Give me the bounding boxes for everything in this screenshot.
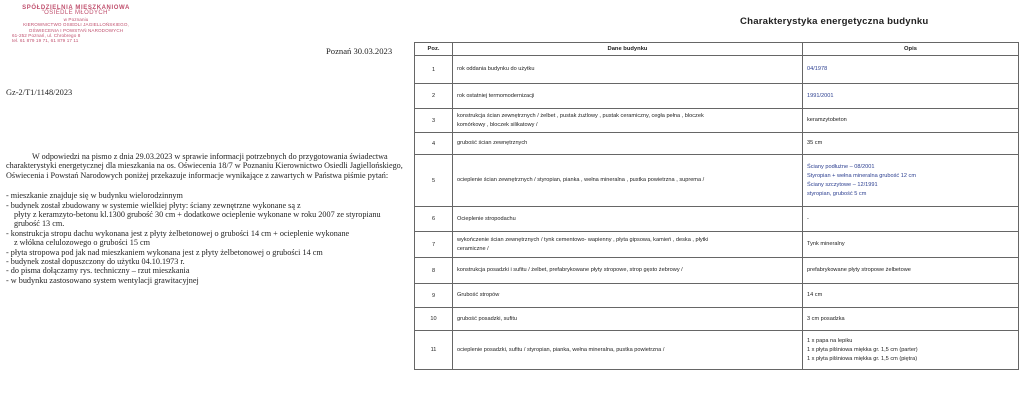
cell-position: 4 bbox=[415, 133, 453, 155]
cell-building-data bbox=[453, 109, 803, 133]
cell-description bbox=[803, 109, 1019, 133]
cell-building-data bbox=[453, 232, 803, 258]
cell-line: konstrukcja posadzki i sufitu / żelbet, prefabrykowane płyty stropowe, strop gęsto żebrowy / bbox=[457, 267, 683, 273]
letter-list-item bbox=[6, 248, 404, 257]
cell-building-data bbox=[453, 84, 803, 109]
table-row bbox=[415, 207, 1019, 232]
cell-line: - bbox=[807, 215, 809, 222]
table-row bbox=[415, 232, 1019, 258]
letter-body bbox=[6, 152, 404, 285]
letter-list-item bbox=[6, 229, 404, 248]
cell-line: rok oddania budynku do użytku bbox=[457, 66, 535, 72]
cell-description bbox=[803, 84, 1019, 109]
stamp-line: "OSIEDLE MŁODYCH" bbox=[41, 10, 111, 17]
letter-item-text: - płyta stropowa pod jak nad mieszkaniem wykonana jest z płyty żelbetonowej o grubości 14 cm bbox=[6, 247, 323, 257]
letter-item-text: - do pisma dołączamy rys. techniczny – rzut mieszkania bbox=[6, 266, 190, 276]
stamp-line: SPÓŁDZIELNIA MIESZKANIOWA bbox=[22, 5, 130, 11]
cell-line: Ściany szczytowe – 12/1991 bbox=[807, 181, 878, 188]
letter-item-text: - mieszkanie znajduje się w budynku wielorodzinnym bbox=[6, 191, 183, 201]
cell-position: 11 bbox=[415, 331, 453, 370]
letter-item-continuation: z włókna celulozowego o grubości 15 cm bbox=[14, 238, 150, 248]
cell-line: keramzytobeton bbox=[807, 117, 847, 123]
cell-line: 14 cm bbox=[807, 292, 823, 298]
cooperative-stamp bbox=[6, 6, 146, 44]
stamp-line: w Poznaniu bbox=[63, 16, 89, 22]
table-row bbox=[415, 331, 1019, 370]
table-header-row bbox=[415, 43, 1019, 56]
table-row bbox=[415, 84, 1019, 109]
cell-line: Grubość stropów bbox=[457, 292, 500, 298]
table-row bbox=[415, 109, 1019, 133]
cell-line: grubość ścian zewnętrznych bbox=[457, 140, 528, 146]
cell-line: 3 cm posadzka bbox=[807, 315, 845, 322]
stamp-line: KIEROWNICTWO OSIEDLI JAGIELLOŃSKIEGO, bbox=[23, 22, 129, 28]
cell-line: grubość posadzki, sufitu bbox=[457, 315, 518, 322]
cell-line: Tynk mineralny bbox=[807, 241, 845, 247]
energy-characteristics-table bbox=[414, 42, 1019, 370]
cell-position: 6 bbox=[415, 207, 453, 232]
cell-line: Ściany podłużne – 08/2001 bbox=[807, 163, 875, 170]
cell-line: styropian, grubość 5 cm bbox=[807, 190, 867, 197]
table-row bbox=[415, 56, 1019, 84]
cell-description bbox=[803, 258, 1019, 284]
cell-line: 1 x płyta pilśniowa miękka gr. 1,5 cm (parter) bbox=[807, 346, 918, 353]
letter-list-item bbox=[6, 276, 404, 285]
cell-description bbox=[803, 56, 1019, 84]
letter-item-text: - budynek został dopuszczony do użytku 04.10.1973 r. bbox=[6, 257, 185, 267]
cell-line: ocieplenie posadzki, sufitu / styropian, pianka, wełna mineralna, pustka powietrzna / bbox=[457, 346, 665, 353]
cell-line: ceramiczne / bbox=[457, 245, 489, 252]
cell-building-data bbox=[453, 207, 803, 232]
letter-intro: W odpowiedzi na pismo z dnia 29.03.2023 w sprawie informacji potrzebnych do przygotowania świadectwa charakterystyki energetycznej dla mieszkania na os. Oświecenia 18/7 w Poznaniu Kierownictwo Osiedli Jagiellońskiego, Oświecenia i Powstań Narodowych poniżej przekazuje informacje wynikające z zawartych w Państwa piśmie pytań: bbox=[6, 152, 403, 180]
cell-building-data bbox=[453, 133, 803, 155]
cell-description bbox=[803, 155, 1019, 207]
reference-number: Gz-2/T1/1148/2023 bbox=[6, 88, 73, 97]
cell-building-data bbox=[453, 308, 803, 331]
cell-description bbox=[803, 284, 1019, 308]
letter-date: Poznań 30.03.2023 bbox=[326, 46, 393, 56]
cell-line: Ocieplenie stropodachu bbox=[457, 215, 516, 222]
header-poz: Poz. bbox=[415, 43, 453, 56]
stamp-line: 61-252 Poznań, ul. Chrobrego 8 bbox=[12, 33, 81, 39]
cell-line: konstrukcja ścian zewnętrznych / żelbet , pustak żużlowy , pustak ceramiczny, cegła pełna , bloczek bbox=[457, 112, 704, 119]
cell-position: 3 bbox=[415, 109, 453, 133]
cell-description bbox=[803, 331, 1019, 370]
cell-line: 04/1978 bbox=[807, 66, 828, 72]
cell-position: 7 bbox=[415, 232, 453, 258]
cell-building-data bbox=[453, 284, 803, 308]
table-row bbox=[415, 308, 1019, 331]
cell-description bbox=[803, 308, 1019, 331]
cell-description bbox=[803, 232, 1019, 258]
table-title: Charakterystyka energetyczna budynku bbox=[740, 16, 929, 27]
cell-line: rok ostatniej termomodernizacji bbox=[457, 92, 535, 99]
cell-building-data bbox=[453, 56, 803, 84]
cell-position: 2 bbox=[415, 84, 453, 109]
cell-line: 35 cm bbox=[807, 140, 823, 146]
cell-position: 5 bbox=[415, 155, 453, 207]
cell-line: prefabrykowane płyty stropowe żelbetowe bbox=[807, 267, 911, 273]
letter-item-text: - w budynku zastosowano system wentylacji grawitacyjnej bbox=[6, 275, 199, 285]
cell-line: Styropian + wełna mineralna grubość 12 cm bbox=[807, 172, 916, 179]
cell-description bbox=[803, 207, 1019, 232]
header-opis: Opis bbox=[803, 43, 1019, 56]
letter-list-item bbox=[6, 257, 404, 266]
cell-line: komórkowy , bloczek silikatowy / bbox=[457, 121, 538, 128]
cell-line: 1 x płyta pilśniowa miękka gr. 1,5 cm (piętra) bbox=[807, 355, 918, 362]
cell-building-data bbox=[453, 258, 803, 284]
cell-description bbox=[803, 133, 1019, 155]
cell-line: ocieplenie ścian zewnętrznych / styropian, pianka , wełna mineralna , pustka powietrzna , suprema / bbox=[457, 177, 705, 183]
cell-position: 1 bbox=[415, 56, 453, 84]
cell-position: 10 bbox=[415, 308, 453, 331]
letter-list-item bbox=[6, 191, 404, 200]
cell-position: 9 bbox=[415, 284, 453, 308]
cell-line: wykończenie ścian zewnętrznych / tynk cementowo- wapienny , płyta gipsowa, kamień , deska , płytki bbox=[457, 236, 709, 243]
cell-line: 1 x papa na lepiku bbox=[807, 337, 853, 344]
table-row bbox=[415, 133, 1019, 155]
letter-item-text: - konstrukcja stropu dachu wykonana jest z płyty żelbetonowej o grubości 14 cm + ocieplenie wykonane bbox=[6, 228, 350, 238]
cell-position: 8 bbox=[415, 258, 453, 284]
cell-building-data bbox=[453, 155, 803, 207]
letter-list-item bbox=[6, 201, 404, 229]
table-row bbox=[415, 284, 1019, 308]
letter-items bbox=[6, 191, 404, 285]
cell-building-data bbox=[453, 331, 803, 370]
stamp-line: tel. 61 879 19 71, 61 879 17 11 bbox=[12, 38, 79, 44]
stamp-line: OŚWIECENIA I POWSTAŃ NARODOWYCH bbox=[28, 27, 124, 33]
table-row bbox=[415, 155, 1019, 207]
letter-list-item bbox=[6, 266, 404, 275]
table-row bbox=[415, 258, 1019, 284]
cell-line: 1991/2001 bbox=[807, 92, 834, 99]
letter-item-continuation: płyty z keramzyto-betonu kl.1300 grubość 30 cm + dodatkowe ocieplenie wykonane w roku 2007 ze styropianu grubość 13 cm. bbox=[14, 210, 381, 229]
header-dane-budynku: Dane budynku bbox=[453, 43, 803, 56]
letter-item-text: - budynek został zbudowany w systemie wielkiej płyty: ściany zewnętrzne wykonane są z bbox=[6, 200, 301, 210]
